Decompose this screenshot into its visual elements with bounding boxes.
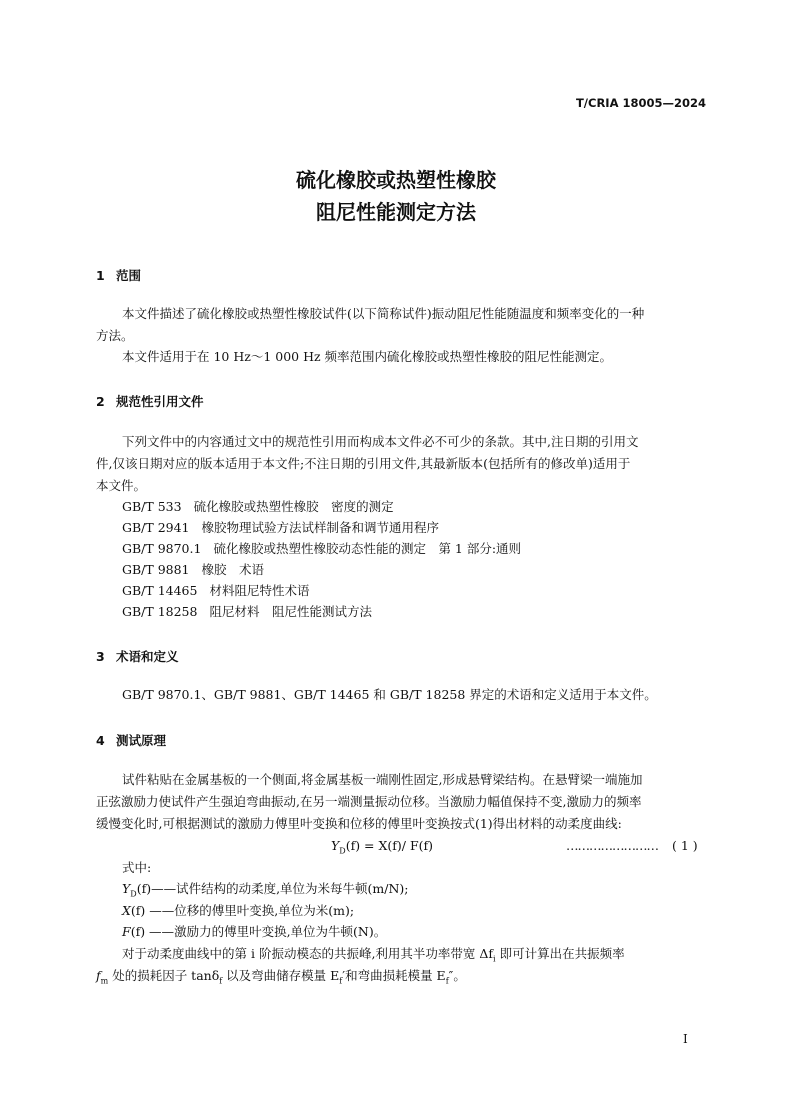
section-4-heading: 4 测试原理 bbox=[96, 733, 167, 748]
section-1-paragraph-1-cont: 方法。 bbox=[96, 328, 134, 343]
section-1-paragraph-2: 本文件适用于在 10 Hz～1 000 Hz 频率范围内硫化橡胶或热塑性橡胶的阻尼性能测定。 bbox=[122, 349, 613, 364]
section-4-paragraph-1-end: 缓慢变化时,可根据测试的激励力傅里叶变换和位移的傅里叶变换按式(1)得出材料的动柔度曲线: bbox=[96, 816, 622, 831]
variable-definition: F(f) ——激励力的傅里叶变换,单位为牛顿(N)。 bbox=[122, 924, 387, 939]
where-label: 式中: bbox=[122, 860, 152, 875]
section-1-paragraph-1: 本文件描述了硫化橡胶或热塑性橡胶试件(以下简称试件)振动阻尼性能随温度和频率变化的一种 bbox=[122, 306, 645, 321]
section-4-paragraph-1-cont: 正弦激励力使试件产生强迫弯曲振动,在另一端测量振动位移。当激励力幅值保持不变,激励力的频率 bbox=[96, 794, 642, 809]
section-1-heading: 1 范围 bbox=[96, 268, 142, 283]
section-4-paragraph-1: 试件粘贴在金属基板的一个侧面,将金属基板一端刚性固定,形成悬臂梁结构。在悬臂梁一端施加 bbox=[122, 772, 643, 787]
formula-1: $Y_D(f) = X(f)/$ F(f) bbox=[331, 838, 434, 856]
section-2-paragraph: 下列文件中的内容通过文中的规范性引用而构成本文件必不可少的条款。其中,注日期的引用文 bbox=[122, 434, 639, 449]
document-title-line2: 阻尼性能测定方法 bbox=[316, 200, 476, 224]
page-number: I bbox=[683, 1032, 688, 1046]
reference-item: GB/T 14465 材料阻尼特性术语 bbox=[122, 583, 310, 598]
formula-number: ( 1 ) bbox=[672, 838, 698, 853]
section-2-heading: 2 规范性引用文件 bbox=[96, 394, 204, 409]
variable-definition: X(f) ——位移的傅里叶变换,单位为米(m); bbox=[122, 903, 355, 918]
section-4-paragraph-2-cont: $f_m$ 处的损耗因子 tanδ$_f$ 以及弯曲储存模量 $E_f'$和弯曲损耗模量 $E_f''$。 bbox=[96, 968, 466, 986]
section-2-paragraph-cont: 件,仅该日期对应的版本适用于本文件;不注日期的引用文件,其最新版本(包括所有的修改单)适用于 bbox=[96, 456, 631, 471]
document-title-line1: 硫化橡胶或热塑性橡胶 bbox=[296, 168, 496, 192]
reference-item: GB/T 9881 橡胶 术语 bbox=[122, 562, 265, 577]
variable-definition: $Y_D(f)——$试件结构的动柔度,单位为米每牛顿(m/N); bbox=[122, 881, 409, 899]
formula-leader-dots: …………………… bbox=[566, 838, 658, 853]
section-3-paragraph: GB/T 9870.1、GB/T 9881、GB/T 14465 和 GB/T 18258 界定的术语和定义适用于本文件。 bbox=[122, 687, 657, 702]
section-2-paragraph-end: 本文件。 bbox=[96, 478, 147, 493]
section-3-heading: 3 术语和定义 bbox=[96, 649, 179, 664]
reference-item: GB/T 533 硫化橡胶或热塑性橡胶 密度的测定 bbox=[122, 499, 394, 514]
reference-item: GB/T 9870.1 硫化橡胶或热塑性橡胶动态性能的测定 第 1 部分:通则 bbox=[122, 541, 522, 556]
standard-number: T/CRIA 18005—2024 bbox=[575, 96, 706, 110]
reference-item: GB/T 2941 橡胶物理试验方法试样制备和调节通用程序 bbox=[122, 520, 440, 535]
reference-item: GB/T 18258 阻尼材料 阻尼性能测试方法 bbox=[122, 604, 372, 619]
section-4-paragraph-2: 对于动柔度曲线中的第 i 阶振动模态的共振峰,利用其半功率带宽 $\Delta f_i$ 即可计算出在共振频率 bbox=[122, 946, 625, 964]
